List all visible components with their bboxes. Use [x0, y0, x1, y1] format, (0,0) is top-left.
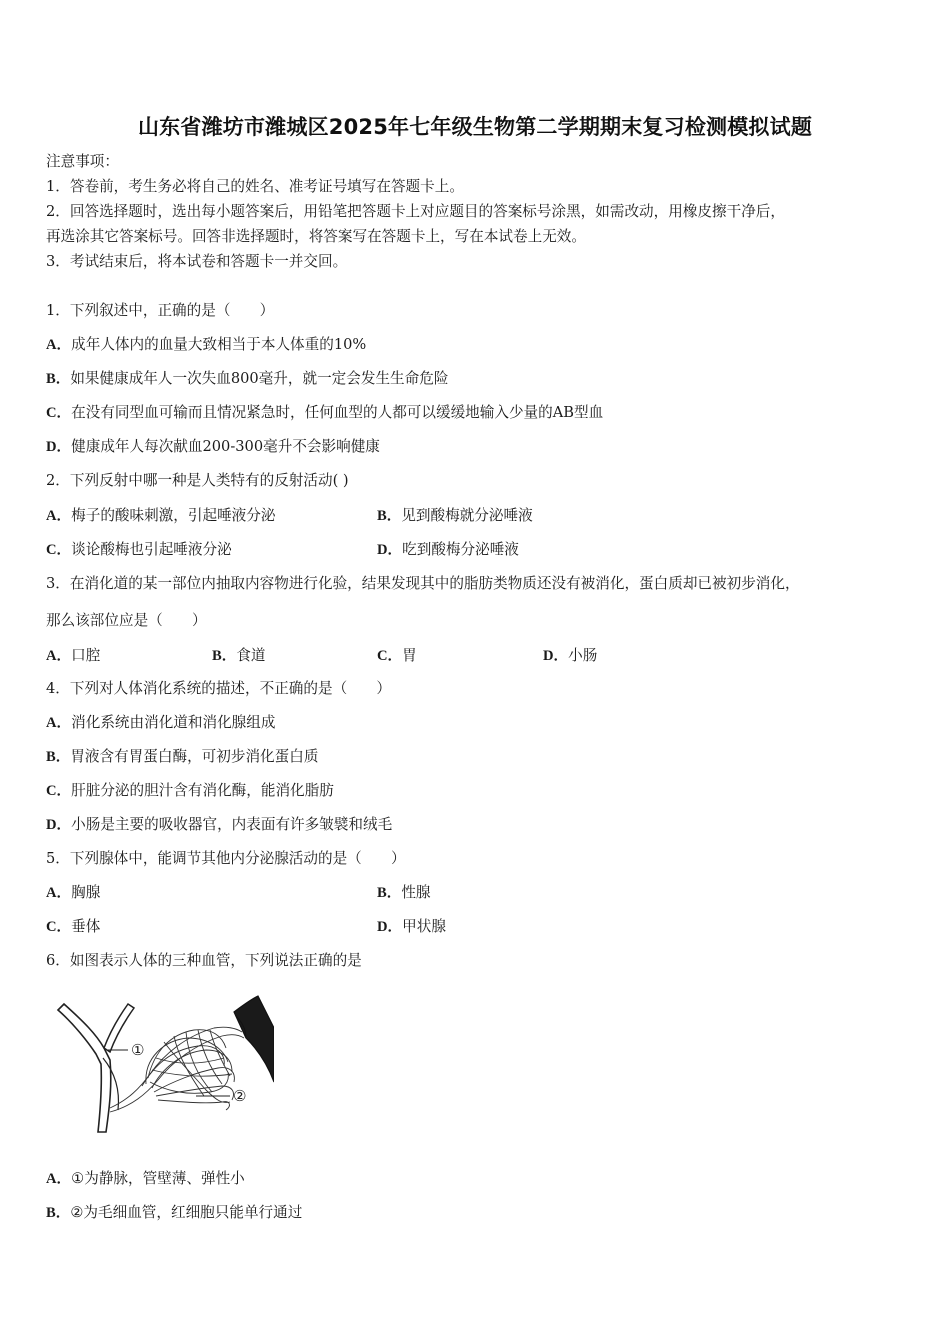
option-text: 见到酸梅就分泌唾液 — [401, 507, 533, 524]
option-label: A． — [46, 715, 72, 731]
question-5-option-a — [46, 883, 100, 903]
question-6-option-a — [46, 1169, 245, 1189]
option-label: B． — [46, 749, 71, 765]
option-label: C． — [46, 783, 72, 799]
question-2-option-c — [46, 540, 232, 560]
option-text: 消化系统由消化道和消化腺组成 — [71, 714, 276, 731]
question-3-option-a — [46, 646, 100, 666]
option-text: 口腔 — [71, 647, 101, 664]
notice-item: 2．回答选择题时，选出每小题答案后，用铅笔把答题卡上对应题目的答案标号涂黑，如需改动，用橡皮擦干净后， — [46, 203, 785, 220]
question-5-stem: 5．下列腺体中，能调节其他内分泌腺活动的是（ ） — [46, 850, 406, 867]
option-label: D． — [543, 648, 569, 664]
option-label: D． — [377, 542, 403, 558]
option-label: C． — [46, 542, 72, 558]
label-1: ① — [131, 1041, 145, 1059]
option-text: 食道 — [236, 647, 266, 664]
option-label: C． — [46, 919, 72, 935]
question-2-option-d — [377, 540, 519, 560]
option-text: ②为毛细血管，红细胞只能单行通过 — [70, 1204, 303, 1221]
option-text: 成年人体内的血量大致相当于本人体重的10% — [71, 336, 367, 353]
option-text: 甲状腺 — [402, 918, 446, 935]
artery-shape — [58, 1004, 134, 1132]
question-1-option-c — [46, 403, 603, 423]
question-4-option-b — [46, 747, 318, 767]
question-3-option-b — [212, 646, 266, 666]
capillary-network — [110, 1027, 247, 1112]
option-text: ①为静脉，管壁薄、弹性小 — [71, 1170, 245, 1187]
option-text: 垂体 — [71, 918, 101, 935]
question-5-option-d — [377, 917, 446, 937]
option-label: C． — [377, 648, 403, 664]
question-6-option-b — [46, 1203, 302, 1223]
option-text: 性腺 — [401, 884, 431, 901]
question-6-stem: 6．如图表示人体的三种血管，下列说法正确的是 — [46, 952, 362, 969]
option-label: D． — [46, 817, 72, 833]
question-2-stem: 2．下列反射中哪一种是人类特有的反射活动( ) — [46, 472, 349, 489]
option-text: 谈论酸梅也引起唾液分泌 — [71, 541, 232, 558]
question-2-option-a — [46, 506, 275, 526]
option-text: 梅子的酸味刺激，引起唾液分泌 — [71, 507, 276, 524]
option-text: 健康成年人每次献血200-300毫升不会影响健康 — [71, 438, 380, 455]
option-text: 小肠是主要的吸收器官，内表面有许多皱襞和绒毛 — [71, 816, 393, 833]
option-text: 胃液含有胃蛋白酶，可初步消化蛋白质 — [70, 748, 319, 765]
vein-shape — [234, 996, 274, 1082]
question-4-stem: 4．下列对人体消化系统的描述，不正确的是（ ） — [46, 680, 391, 697]
option-label: A． — [46, 508, 72, 524]
option-text: 如果健康成年人一次失血800毫升，就一定会发生生命危险 — [70, 370, 449, 387]
option-text: 小肠 — [568, 647, 598, 664]
option-label: A． — [46, 885, 72, 901]
question-3-stem: 3．在消化道的某一部位内抽取内容物进行化验，结果发现其中的脂肪类物质还没有被消化，蛋白质却已被初步消化， — [46, 575, 800, 592]
option-text: 胃 — [402, 647, 417, 664]
question-4-option-a — [46, 713, 275, 733]
notice-heading: 注意事项： — [46, 153, 119, 170]
option-label: B． — [46, 1205, 71, 1221]
label-2: ② — [233, 1087, 247, 1105]
option-label: A． — [46, 1171, 72, 1187]
option-label: A． — [46, 337, 72, 353]
question-2-option-b — [377, 506, 533, 526]
question-1-option-d — [46, 437, 380, 457]
question-5-option-c — [46, 917, 100, 937]
option-label: C． — [46, 405, 72, 421]
option-label: B． — [377, 508, 402, 524]
question-5-option-b — [377, 883, 431, 903]
blood-vessel-figure — [46, 992, 274, 1144]
option-label: B． — [46, 371, 71, 387]
option-label: D． — [46, 439, 72, 455]
question-4-option-d — [46, 815, 392, 835]
option-label: B． — [377, 885, 402, 901]
question-1-stem: 1．下列叙述中，正确的是（ ） — [46, 302, 275, 319]
notice-item: 1．答卷前，考生务必将自己的姓名、准考证号填写在答题卡上。 — [46, 178, 464, 195]
option-label: A． — [46, 648, 72, 664]
notice-item: 再选涂其它答案标号。回答非选择题时，将答案写在答题卡上，写在本试卷上无效。 — [46, 228, 586, 245]
question-1-option-a — [46, 335, 366, 355]
option-label: B． — [212, 648, 237, 664]
option-text: 胸腺 — [71, 884, 101, 901]
question-3-stem-continued: 那么该部位应是（ ） — [46, 612, 207, 629]
question-4-option-c — [46, 781, 334, 801]
question-3-option-d — [543, 646, 597, 666]
option-text: 肝脏分泌的胆汁含有消化酶，能消化脂肪 — [71, 782, 334, 799]
option-label: D． — [377, 919, 403, 935]
exam-title: 山东省潍坊市潍城区2025年七年级生物第二学期期末复习检测模拟试题 — [137, 115, 813, 139]
question-3-option-c — [377, 646, 417, 666]
notice-item: 3．考试结束后，将本试卷和答题卡一并交回。 — [46, 253, 348, 270]
question-1-option-b — [46, 369, 448, 389]
option-text: 在没有同型血可输而且情况紧急时，任何血型的人都可以缓缓地输入少量的AB型血 — [71, 404, 604, 421]
option-text: 吃到酸梅分泌唾液 — [402, 541, 519, 558]
